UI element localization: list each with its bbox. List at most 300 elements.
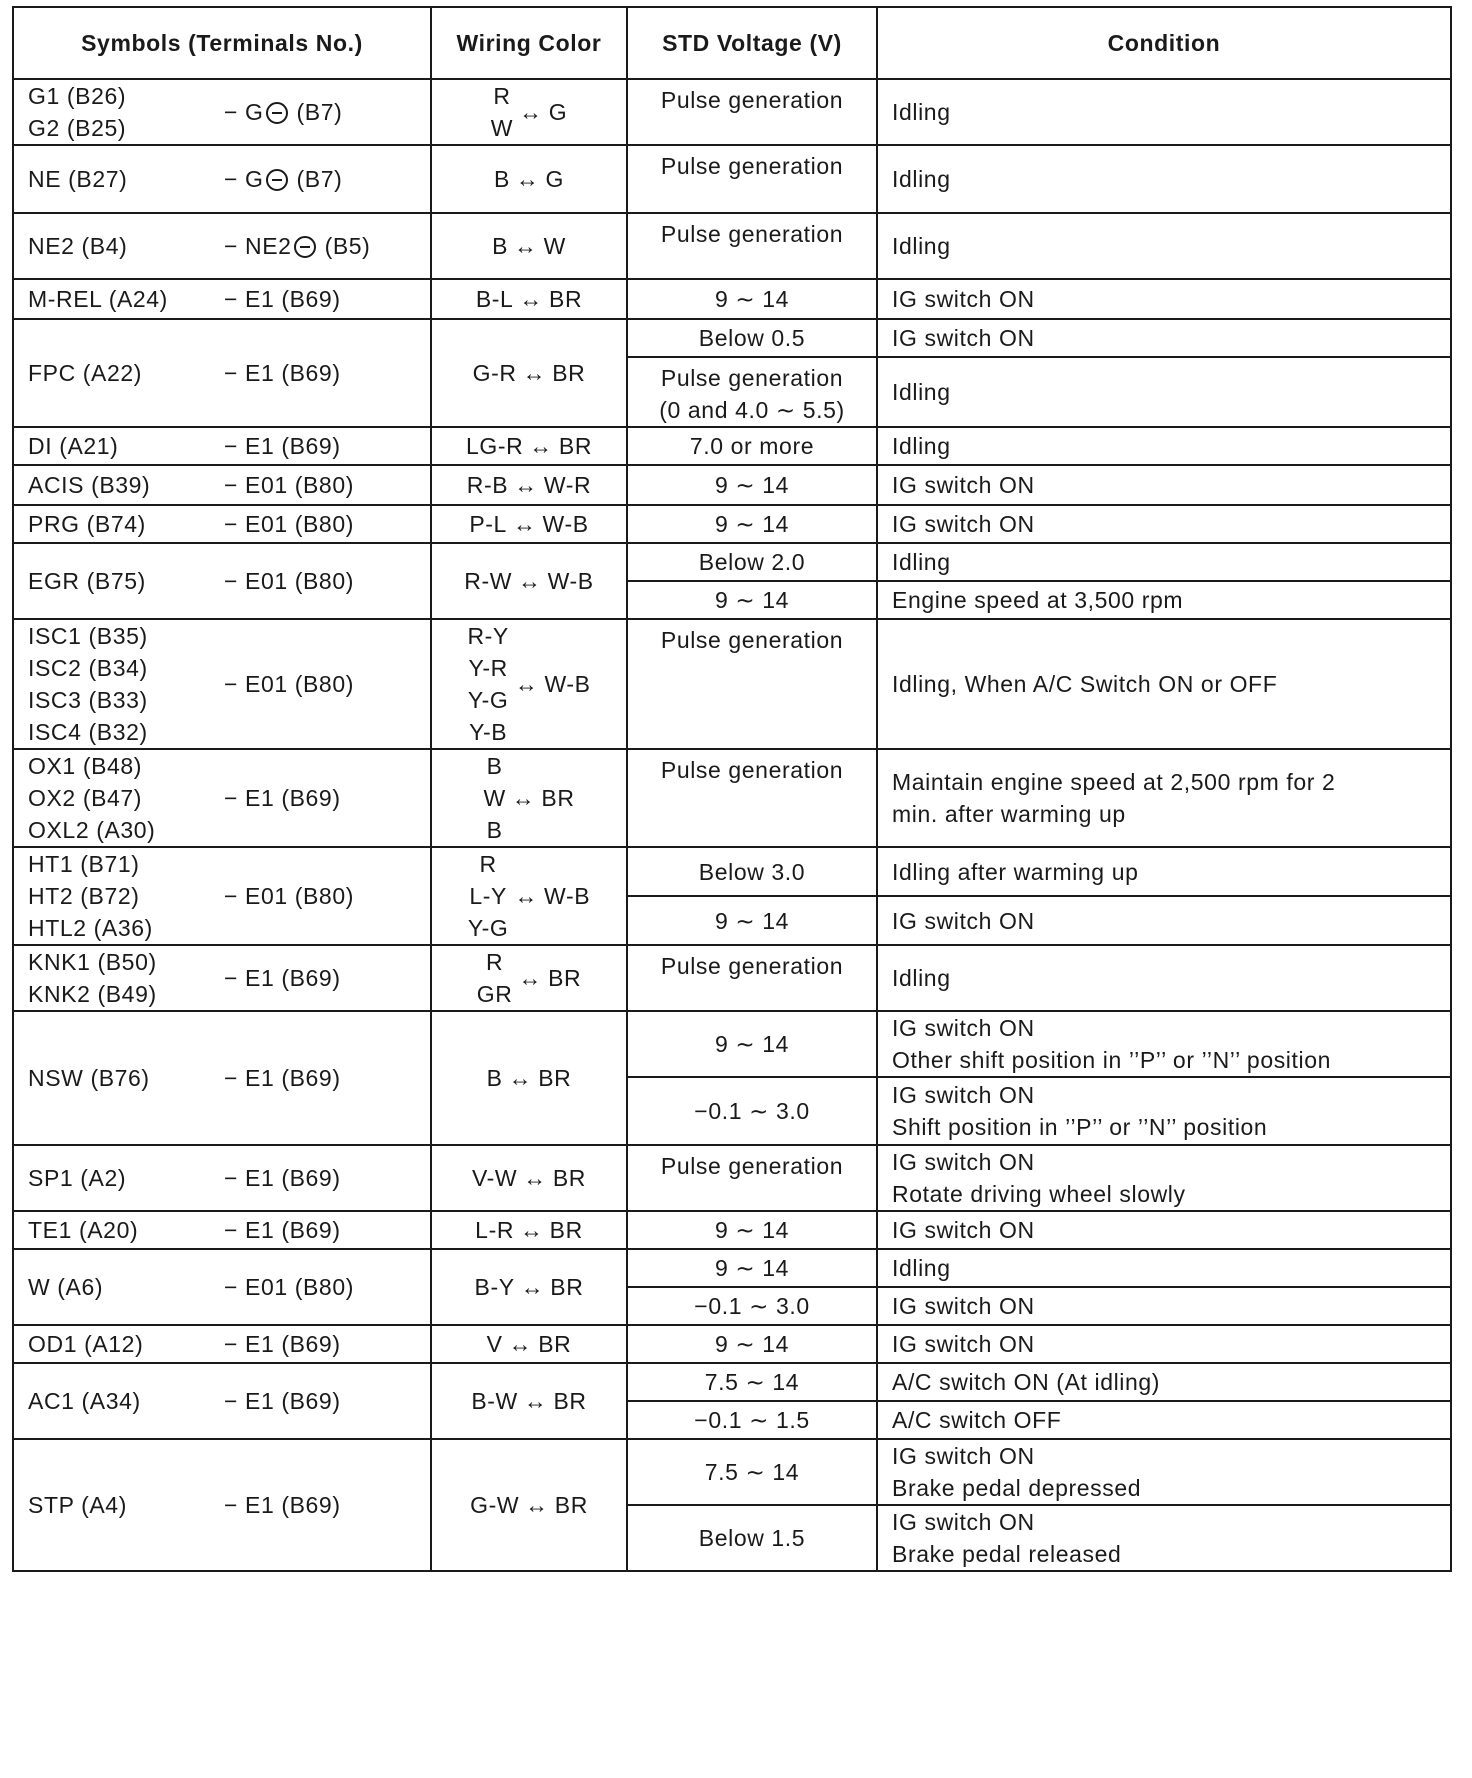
std-voltage-value: 9 ∼ 14	[714, 1331, 790, 1357]
ground-terminal-label: − G	[224, 99, 264, 125]
terminal-symbol: NE (B27)	[28, 166, 128, 192]
condition-cell	[877, 279, 1451, 319]
ground-terminal	[224, 96, 424, 128]
condition-text: IG switch ON	[892, 286, 1035, 312]
condition-text: IG switch ON	[892, 1015, 1035, 1041]
wire-color: B	[486, 1065, 503, 1091]
std-voltage-cell	[627, 357, 877, 427]
double-arrow-icon: ↔	[522, 360, 547, 386]
condition-cell	[877, 1325, 1451, 1363]
table-row	[13, 505, 1451, 543]
std-voltage-value: −0.1 ∼ 3.0	[694, 1293, 810, 1319]
ground-terminal	[224, 1062, 424, 1094]
condition-cell	[877, 1363, 1451, 1401]
wiring-color-cell	[431, 1325, 627, 1363]
symbols-cell	[13, 279, 431, 319]
wire-color-to: W-B	[542, 511, 589, 537]
ground-terminal-label: − E1 (B69)	[224, 1165, 341, 1191]
wire-color-to: BR	[554, 1492, 588, 1518]
condition-text: A/C switch ON (At idling)	[892, 1369, 1161, 1395]
header-std-voltage: STD Voltage (V)	[627, 7, 877, 79]
condition-cell	[877, 357, 1451, 427]
wire-color-to: BR	[550, 1274, 584, 1300]
wire-color: R-W	[464, 568, 513, 594]
condition-cell	[877, 945, 1451, 1011]
wire-color-to: BR	[552, 360, 586, 386]
terminal-voltage-table	[12, 6, 1452, 1572]
wire-color: GR	[476, 981, 513, 1007]
ground-terminal	[224, 357, 424, 389]
condition-text: Idling	[892, 965, 951, 991]
condition-text: IG switch ON	[892, 1217, 1035, 1243]
std-voltage-cell	[627, 1287, 877, 1325]
symbols-cell	[13, 1249, 431, 1325]
double-arrow-icon: ↔	[523, 1165, 547, 1191]
wiring-color-cell	[431, 945, 627, 1011]
std-voltage-cell	[627, 1011, 877, 1077]
condition-text: IG switch ON	[892, 1331, 1035, 1357]
condition-text: IG switch ON	[892, 1509, 1035, 1535]
condition-text: IG switch ON	[892, 1082, 1035, 1108]
symbols-cell	[13, 505, 431, 543]
ground-terminal-number: (B7)	[289, 99, 343, 125]
condition-text: Idling	[892, 549, 951, 575]
ground-terminal-label: − NE2	[224, 233, 292, 259]
std-voltage-cell	[627, 1249, 877, 1287]
condition-cell	[877, 543, 1451, 581]
wiring-color-cell	[431, 319, 627, 427]
terminal-symbol: HTL2 (A36)	[28, 915, 153, 941]
terminal-symbol: OXL2 (A30)	[28, 817, 156, 843]
condition-text: Engine speed at 3,500 rpm	[892, 587, 1184, 613]
double-arrow-icon: ↔	[508, 1065, 533, 1091]
ground-terminal-number: (B7)	[289, 166, 343, 192]
double-arrow-icon: ↔	[508, 1331, 533, 1357]
table-header-row	[13, 7, 1451, 79]
ground-terminal-label: − E1 (B69)	[224, 1492, 341, 1518]
wiring-color-cell	[431, 847, 627, 945]
wiring-color-cell	[431, 1249, 627, 1325]
table-row	[13, 749, 1451, 847]
symbols-cell	[13, 1011, 431, 1145]
ground-terminal	[224, 1162, 424, 1194]
std-voltage-cell	[627, 1325, 877, 1363]
std-voltage-cell	[627, 319, 877, 357]
ground-terminal	[224, 163, 424, 195]
terminal-symbol: HT1 (B71)	[28, 851, 140, 877]
double-arrow-icon: ↔	[520, 1217, 544, 1243]
wiring-color-cell	[431, 1145, 627, 1211]
table-row	[13, 847, 1451, 896]
condition-cell	[877, 1505, 1451, 1571]
terminal-symbol: OD1 (A12)	[28, 1331, 144, 1357]
condition-text: min. after warming up	[892, 801, 1126, 827]
wire-color-to: W	[543, 233, 566, 259]
wire-color-to: BR	[553, 1388, 587, 1414]
condition-text: Idling	[892, 1255, 951, 1281]
std-voltage-cell	[627, 896, 877, 945]
wiring-color-cell	[431, 1211, 627, 1249]
terminal-symbol: OX1 (B48)	[28, 753, 143, 779]
condition-text: IG switch ON	[892, 907, 1035, 934]
terminal-symbol: EGR (B75)	[28, 568, 146, 594]
std-voltage-cell	[627, 213, 877, 279]
wire-color: Y-G	[467, 687, 509, 713]
wiring-color-cell	[431, 1439, 627, 1571]
wire-color: B-L	[475, 286, 514, 312]
wire-color-to: W-B	[544, 883, 591, 909]
ground-terminal-label: − E01 (B80)	[224, 511, 354, 537]
table-row	[13, 213, 1451, 279]
symbols-cell	[13, 749, 431, 847]
wire-color: W	[490, 115, 514, 141]
terminal-symbol: M-REL (A24)	[28, 286, 168, 312]
std-voltage-value: 9 ∼ 14	[714, 472, 790, 498]
symbols-cell	[13, 213, 431, 279]
std-voltage-value: Pulse generation	[660, 87, 844, 113]
double-arrow-icon: ↔	[515, 166, 540, 192]
wire-color: G-W	[470, 1492, 520, 1518]
table-row	[13, 619, 1451, 749]
terminal-symbol: STP (A4)	[28, 1492, 127, 1518]
double-arrow-icon: ↔	[512, 511, 537, 537]
table-row	[13, 279, 1451, 319]
wire-color: P-L	[469, 511, 507, 537]
condition-cell	[877, 213, 1451, 279]
symbols-cell	[13, 1145, 431, 1211]
std-voltage-cell	[627, 145, 877, 213]
std-voltage-cell	[627, 427, 877, 465]
terminal-symbol: ACIS (B39)	[28, 472, 151, 498]
std-voltage-cell	[627, 1505, 877, 1571]
condition-text: Idling	[892, 379, 951, 405]
symbols-cell	[13, 619, 431, 749]
terminal-symbol: W (A6)	[28, 1274, 104, 1300]
condition-cell	[877, 145, 1451, 213]
wire-color-to: BR	[538, 1331, 572, 1357]
wire-color-to: BR	[558, 433, 593, 459]
wiring-color-cell	[431, 79, 627, 145]
condition-cell	[877, 581, 1451, 619]
symbols-cell	[13, 79, 431, 145]
std-voltage-value: 9 ∼ 14	[714, 587, 790, 613]
symbols-cell	[13, 427, 431, 465]
condition-cell	[877, 505, 1451, 543]
wire-color: R	[493, 83, 511, 109]
ground-terminal	[224, 508, 424, 540]
ground-terminal	[224, 283, 424, 315]
condition-cell	[877, 1211, 1451, 1249]
symbols-cell	[13, 1211, 431, 1249]
terminal-symbol: G2 (B25)	[28, 115, 127, 141]
terminal-symbol: OX2 (B47)	[28, 785, 143, 811]
std-voltage-value: 7.5 ∼ 14	[704, 1369, 800, 1395]
condition-text: A/C switch OFF	[892, 1407, 1062, 1433]
std-voltage-value: Pulse generation	[660, 757, 844, 783]
table-body	[13, 79, 1451, 1571]
std-voltage-cell	[627, 465, 877, 505]
double-arrow-icon: ↔	[523, 1388, 548, 1414]
table-row	[13, 543, 1451, 581]
std-voltage-range: (0 and 4.0 ∼ 5.5)	[659, 397, 845, 423]
wire-color: B	[486, 817, 503, 843]
std-voltage-value: Below 0.5	[698, 325, 806, 351]
std-voltage-value: Below 2.0	[698, 549, 806, 575]
std-voltage-value: 9 ∼ 14	[714, 907, 790, 934]
symbols-cell	[13, 1363, 431, 1439]
std-voltage-value: 9 ∼ 14	[714, 1255, 790, 1281]
wire-color: Y-R	[468, 655, 508, 681]
condition-cell	[877, 1145, 1451, 1211]
ground-terminal-label: − E1 (B69)	[224, 785, 341, 811]
condition-text: IG switch ON	[892, 511, 1035, 537]
condition-text: IG switch ON	[892, 1293, 1035, 1319]
condition-text: Shift position in ’’P’’ or ’’N’’ position	[892, 1114, 1268, 1140]
table-row	[13, 79, 1451, 145]
wire-color: L-Y	[469, 883, 507, 909]
terminal-symbol: TE1 (A20)	[28, 1217, 139, 1243]
condition-text: IG switch ON	[892, 325, 1035, 351]
ground-terminal-label: − E01 (B80)	[224, 1274, 354, 1300]
terminal-symbol: HT2 (B72)	[28, 883, 140, 909]
std-voltage-value: 7.5 ∼ 14	[704, 1459, 800, 1485]
ground-terminal-label: − G	[224, 166, 264, 192]
ground-terminal-label: − E1 (B69)	[224, 286, 341, 312]
condition-text: Maintain engine speed at 2,500 rpm for 2	[892, 769, 1336, 795]
double-arrow-icon: ↔	[514, 472, 538, 498]
std-voltage-cell	[627, 945, 877, 1011]
table-row	[13, 465, 1451, 505]
condition-cell	[877, 427, 1451, 465]
table-row	[13, 427, 1451, 465]
ground-terminal	[224, 1489, 424, 1521]
condition-cell	[877, 847, 1451, 896]
wire-color-to: G	[548, 99, 568, 125]
ground-terminal-label: − E1 (B69)	[224, 965, 341, 991]
wire-color-to: G	[545, 166, 565, 192]
std-voltage-value: 9 ∼ 14	[714, 1217, 790, 1243]
header-wiring-color: Wiring Color	[431, 7, 627, 79]
ground-terminal	[224, 1328, 424, 1360]
symbols-cell	[13, 319, 431, 427]
condition-text: Other shift position in ’’P’’ or ’’N’’ position	[892, 1047, 1331, 1073]
std-voltage-cell	[627, 1211, 877, 1249]
wiring-color-cell	[431, 619, 627, 749]
double-arrow-icon: ↔	[519, 286, 544, 312]
wire-color-to: W-B	[547, 568, 594, 594]
std-voltage-value: −0.1 ∼ 3.0	[694, 1098, 810, 1124]
std-voltage-cell	[627, 1363, 877, 1401]
ground-terminal	[224, 230, 424, 262]
double-arrow-icon: ↔	[520, 1274, 545, 1300]
std-voltage-cell	[627, 581, 877, 619]
symbols-cell	[13, 1325, 431, 1363]
std-voltage-cell	[627, 505, 877, 543]
wire-color: L-R	[475, 1217, 515, 1243]
std-voltage-value: −0.1 ∼ 1.5	[694, 1407, 810, 1433]
std-voltage-cell	[627, 279, 877, 319]
std-voltage-value: Pulse generation	[660, 1153, 844, 1179]
std-voltage-value: 9 ∼ 14	[714, 1031, 790, 1057]
double-arrow-icon: ↔	[529, 433, 553, 459]
condition-text: Brake pedal depressed	[892, 1475, 1142, 1501]
ground-terminal-label: − E1 (B69)	[224, 1388, 341, 1414]
condition-text: Idling	[892, 433, 951, 459]
std-voltage-cell	[627, 543, 877, 581]
header-condition: Condition	[877, 7, 1451, 79]
condition-cell	[877, 1011, 1451, 1077]
terminal-symbol: DI (A21)	[28, 433, 119, 459]
condition-cell	[877, 465, 1451, 505]
terminal-symbol: FPC (A22)	[28, 360, 143, 386]
wiring-color-cell	[431, 279, 627, 319]
ground-terminal	[224, 1214, 424, 1246]
symbols-cell	[13, 465, 431, 505]
wire-color: R	[486, 949, 504, 975]
double-arrow-icon: ↔	[518, 568, 542, 594]
symbols-cell	[13, 847, 431, 945]
std-voltage-value: Pulse generation	[660, 953, 844, 979]
wire-color: Y-B	[469, 719, 508, 745]
table-row	[13, 945, 1451, 1011]
wire-color-to: BR	[549, 286, 583, 312]
std-voltage-cell	[627, 1145, 877, 1211]
std-voltage-cell	[627, 1401, 877, 1439]
terminal-symbol: ISC1 (B35)	[28, 623, 148, 649]
wire-color: R-B	[466, 472, 509, 498]
condition-cell	[877, 319, 1451, 357]
ground-terminal-label: − E1 (B69)	[224, 360, 341, 386]
condition-text: Brake pedal released	[892, 1541, 1122, 1567]
wire-color-to: BR	[538, 1065, 572, 1091]
wiring-color-cell	[431, 543, 627, 619]
wire-color: V	[486, 1331, 503, 1357]
terminal-symbol: PRG (B74)	[28, 511, 146, 537]
table-row	[13, 1363, 1451, 1401]
ground-terminal	[224, 880, 424, 912]
table-row	[13, 1211, 1451, 1249]
double-arrow-icon: ↔	[514, 233, 538, 259]
std-voltage-value: Below 3.0	[698, 858, 806, 885]
condition-cell	[877, 1249, 1451, 1287]
wiring-color-cell	[431, 465, 627, 505]
header-symbols: Symbols (Terminals No.)	[13, 7, 431, 79]
condition-text: Idling	[892, 166, 951, 192]
ground-terminal	[224, 1271, 424, 1303]
wire-color: B-Y	[474, 1274, 515, 1300]
condition-cell	[877, 619, 1451, 749]
wiring-color-cell	[431, 1011, 627, 1145]
condition-cell	[877, 1077, 1451, 1145]
symbols-cell	[13, 543, 431, 619]
terminal-symbol: ISC3 (B33)	[28, 687, 148, 713]
terminal-symbol: NSW (B76)	[28, 1065, 150, 1091]
ground-terminal-label: − E1 (B69)	[224, 1065, 341, 1091]
terminal-symbol: KNK1 (B50)	[28, 949, 157, 975]
wiring-color-cell	[431, 145, 627, 213]
condition-cell	[877, 79, 1451, 145]
wire-color: B	[492, 233, 509, 259]
double-arrow-icon: ↔	[519, 99, 543, 125]
table-row	[13, 1145, 1451, 1211]
terminal-symbol: G1 (B26)	[28, 83, 127, 109]
wire-color: R	[479, 851, 497, 877]
wire-color-to: W-B	[544, 671, 591, 697]
wire-color-to: BR	[548, 965, 582, 991]
wire-color-to: BR	[549, 1217, 583, 1243]
terminal-symbol: AC1 (A34)	[28, 1388, 141, 1414]
wire-color: Y-G	[467, 915, 509, 941]
condition-text: IG switch ON	[892, 1149, 1035, 1175]
wire-color: LG-R	[465, 433, 524, 459]
ground-terminal-number: (B5)	[317, 233, 371, 259]
terminal-symbol: NE2 (B4)	[28, 233, 128, 259]
wiring-color-cell	[431, 213, 627, 279]
wiring-color-cell	[431, 427, 627, 465]
condition-cell	[877, 1287, 1451, 1325]
condition-cell	[877, 1401, 1451, 1439]
ground-terminal	[224, 1385, 424, 1417]
double-arrow-icon: ↔	[514, 883, 539, 909]
double-arrow-icon: ↔	[525, 1492, 549, 1518]
std-voltage-value: Pulse generation	[660, 365, 844, 391]
ground-terminal-label: − E1 (B69)	[224, 1331, 341, 1357]
terminal-symbol: ISC4 (B32)	[28, 719, 148, 745]
table-row	[13, 319, 1451, 357]
table-row	[13, 1011, 1451, 1077]
minus-circle-icon	[294, 236, 316, 258]
wire-color: B-W	[471, 1388, 518, 1414]
std-voltage-cell	[627, 847, 877, 896]
std-voltage-cell	[627, 79, 877, 145]
std-voltage-value: Pulse generation	[660, 627, 844, 653]
table-row	[13, 1325, 1451, 1363]
ground-terminal-label: − E1 (B69)	[224, 433, 341, 459]
std-voltage-cell	[627, 749, 877, 847]
std-voltage-value: Below 1.5	[698, 1525, 806, 1551]
symbols-cell	[13, 945, 431, 1011]
ground-terminal	[224, 668, 424, 700]
wire-color: V-W	[471, 1165, 518, 1191]
ground-terminal	[224, 430, 424, 462]
condition-text: IG switch ON	[892, 472, 1035, 498]
wire-color-to: BR	[541, 785, 575, 811]
minus-circle-icon	[266, 102, 288, 124]
wiring-color-cell	[431, 505, 627, 543]
ground-terminal-label: − E01 (B80)	[224, 671, 354, 697]
ground-terminal-label: − E01 (B80)	[224, 883, 354, 909]
double-arrow-icon: ↔	[514, 671, 539, 697]
terminal-symbol: ISC2 (B34)	[28, 655, 148, 681]
wire-color: W	[483, 785, 506, 811]
std-voltage-value: 7.0 or more	[689, 433, 815, 459]
wire-color: B	[486, 753, 503, 779]
ground-terminal-label: − E01 (B80)	[224, 568, 354, 594]
wire-color: B	[493, 166, 510, 192]
wire-color-to: W-R	[543, 472, 592, 498]
std-voltage-cell	[627, 1077, 877, 1145]
condition-text: Idling after warming up	[892, 858, 1139, 885]
condition-cell	[877, 1439, 1451, 1505]
wiring-color-cell	[431, 749, 627, 847]
condition-text: Idling, When A/C Switch ON or OFF	[892, 671, 1278, 697]
std-voltage-value: Pulse generation	[660, 153, 844, 179]
table-row	[13, 145, 1451, 213]
double-arrow-icon: ↔	[511, 785, 536, 811]
condition-text: Idling	[892, 99, 951, 125]
ground-terminal	[224, 782, 424, 814]
std-voltage-cell	[627, 619, 877, 749]
